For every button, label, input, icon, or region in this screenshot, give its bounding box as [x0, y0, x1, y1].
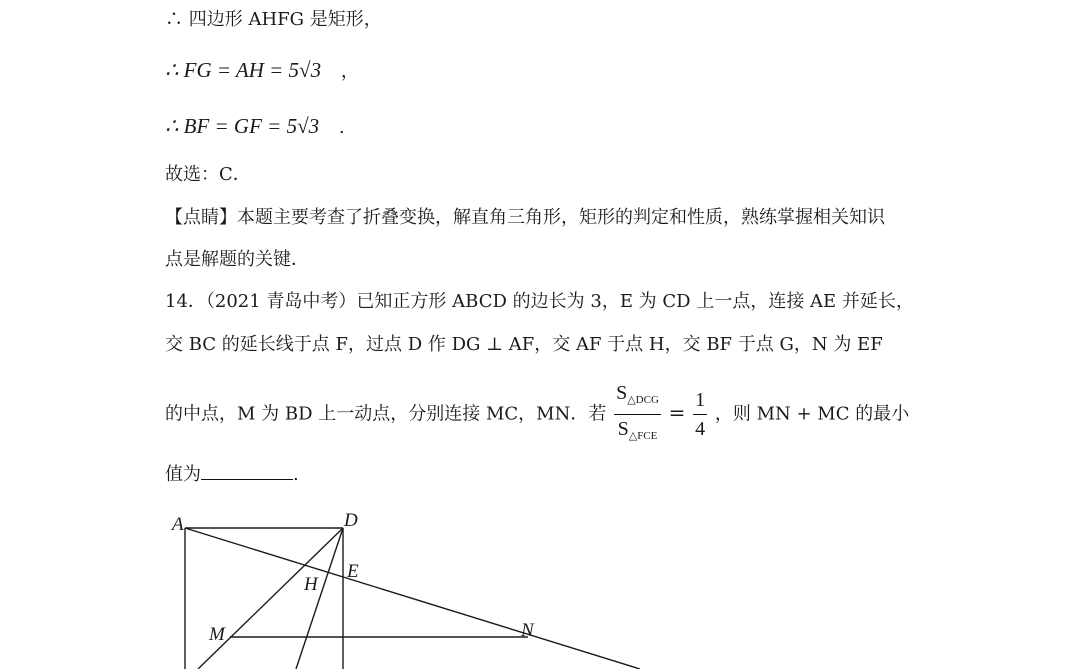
equation-fg-ah: ∴ FG = AH = 5√3: [165, 58, 322, 82]
line-question-14-part1: 14．（2021 青岛中考）已知正方形 ABCD 的边长为 3，E 为 CD 上一点，连接 AE 并延长，: [165, 291, 914, 312]
label-h: H: [304, 574, 318, 595]
label-m: M: [209, 624, 225, 645]
line-af: [185, 528, 640, 669]
fraction-num-sub: △DCG: [627, 394, 659, 406]
text-value-is: 值为: [165, 464, 201, 485]
equation-bf-gf: ∴ BF = GF = 5√3: [165, 114, 320, 138]
comma: ，: [340, 61, 359, 82]
line-db: [198, 528, 343, 669]
line-comment-part2: 点是解题的关键．: [165, 249, 309, 270]
line-dg: [296, 528, 343, 669]
label-d: D: [344, 510, 358, 531]
label-e: E: [347, 561, 359, 582]
fraction-den-s: S: [617, 418, 629, 440]
label-a: A: [172, 514, 184, 535]
label-n: N: [521, 620, 534, 641]
fraction-value-num: 1: [693, 388, 707, 415]
period: .: [338, 117, 345, 138]
fraction-num-s: S: [616, 382, 628, 404]
fraction-den-sub: △FCE: [628, 430, 658, 442]
line-question-14-part2: 交 BC 的延长线于点 F，过点 D 作 DG ⊥ AF，交 AF 于点 H，交 BF 于点 G，N 为 EF: [165, 334, 883, 355]
text-period: .: [293, 464, 299, 485]
text-min-clause: ，则 MN + MC 的最小: [714, 403, 910, 425]
equals-sign: =: [668, 400, 686, 425]
line-quadrilateral-rectangle: ∴ 四边形 AHFG 是矩形，: [165, 9, 382, 30]
line-comment-part1: 【点睛】本题主要考查了折叠变换，解直角三角形，矩形的判定和性质，熟练掌握相关知识: [165, 207, 885, 228]
text-midpoint-clause: 的中点，M 为 BD 上一动点，分别连接 MC，MN．若: [165, 403, 607, 425]
fraction-value-den: 4: [695, 418, 706, 440]
line-answer-choice: 故选：C．: [165, 164, 251, 185]
